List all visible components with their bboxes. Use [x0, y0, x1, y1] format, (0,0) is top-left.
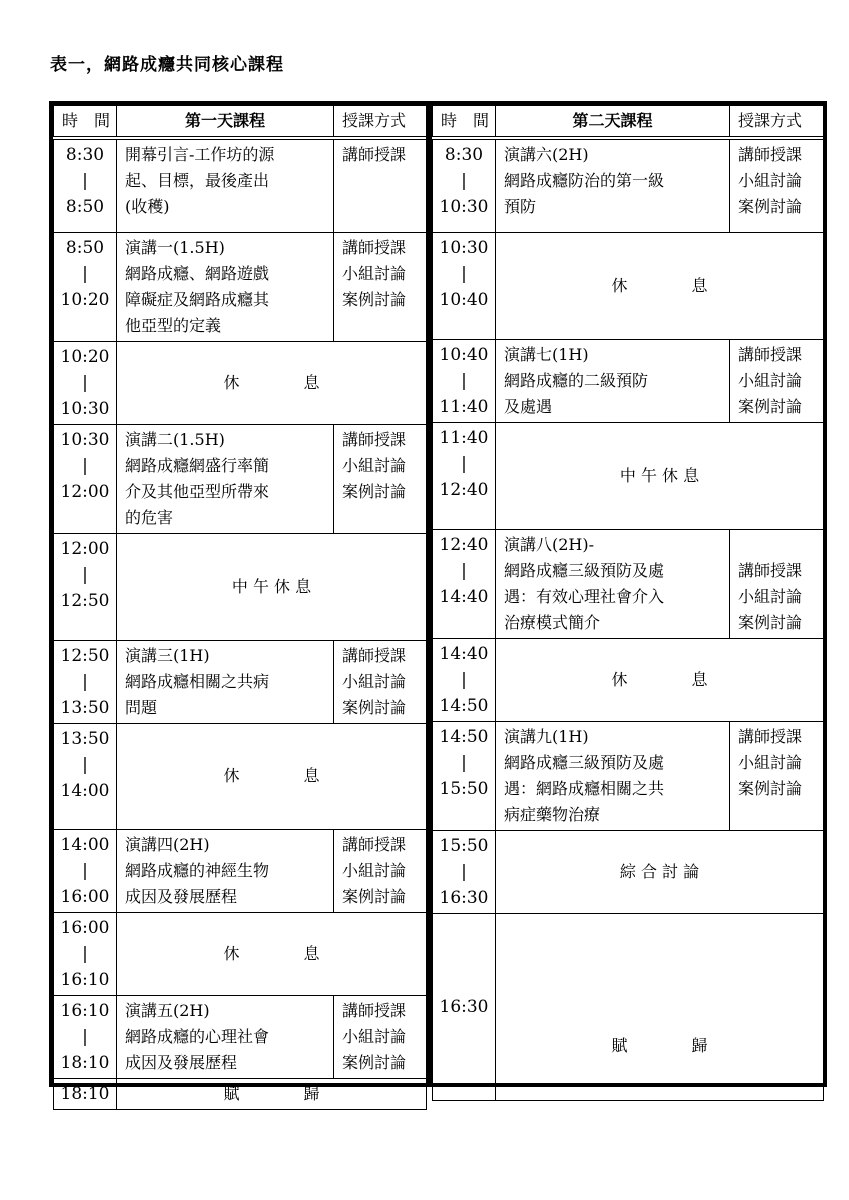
time-text: 12:00	[60, 538, 110, 559]
header-method: 授課方式	[334, 106, 427, 139]
course-text: 成因及發展歷程	[125, 886, 238, 906]
course-text: 網路成癮的神經生物	[125, 860, 270, 880]
break-cell: 賦 歸	[496, 913, 824, 1100]
time-text: 12:50	[60, 645, 110, 666]
header-method: 授課方式	[730, 106, 824, 139]
method-text: 案例討論	[342, 886, 407, 906]
time-cell	[54, 995, 117, 1078]
schedule-row	[433, 138, 824, 232]
time-text: 13:50	[60, 728, 110, 749]
method-cell	[730, 529, 824, 638]
schedule-row	[54, 138, 427, 232]
time-text: |	[82, 171, 88, 191]
time-text: 16:00	[60, 917, 110, 938]
time-cell	[433, 422, 496, 529]
method-text: 案例討論	[342, 697, 407, 717]
method-text: 講師授課	[342, 834, 407, 854]
method-cell	[730, 721, 824, 830]
time-text: 14:50	[439, 726, 489, 747]
time-text: 14:00	[60, 780, 110, 801]
day2-header-row	[433, 106, 824, 139]
method-text: 講師授課	[738, 145, 803, 164]
time-cell	[54, 138, 117, 232]
method-text: 小組討論	[342, 860, 407, 880]
schedule-row	[54, 912, 427, 995]
time-cell	[433, 830, 496, 913]
time-text: |	[82, 1026, 88, 1047]
method-cell	[334, 424, 427, 533]
time-text: 10:20	[60, 346, 110, 367]
schedule-row	[433, 721, 824, 830]
course-text: 介及其他亞型所帶來	[125, 481, 270, 501]
method-cell	[334, 138, 427, 232]
time-text: 8:30	[444, 145, 484, 165]
time-text: 12:40	[439, 479, 489, 500]
method-text: 案例討論	[738, 197, 803, 216]
time-text: |	[82, 754, 88, 775]
header-day2: 第二天課程	[496, 106, 730, 139]
time-text: |	[461, 453, 467, 474]
course-text: 演講二(1.5H)	[125, 429, 225, 449]
method-text: 小組討論	[342, 1026, 407, 1046]
time-text: |	[461, 171, 467, 191]
method-cell	[334, 995, 427, 1078]
time-text: 11:40	[439, 427, 489, 448]
time-text: 10:30	[439, 197, 489, 217]
course-text: 演講四(2H)	[125, 834, 210, 854]
break-cell: 休 息	[117, 723, 427, 829]
time-text: |	[82, 455, 88, 476]
time-text: 10:30	[60, 398, 110, 419]
course-text: 演講三(1H)	[125, 645, 210, 665]
schedule-row	[54, 533, 427, 640]
time-text: 16:00	[60, 886, 110, 907]
method-cell	[334, 829, 427, 912]
schedule-row	[54, 1078, 427, 1109]
course-text: 遇：有效心理社會介入	[504, 586, 665, 606]
schedule-row	[54, 995, 427, 1078]
schedule-row	[54, 723, 427, 829]
method-text	[738, 532, 815, 558]
break-cell: 休 息	[496, 638, 824, 721]
schedule-row	[433, 422, 824, 529]
method-text: 講師授課	[342, 145, 407, 164]
time-text: 16:30	[439, 887, 489, 908]
course-text: 及處遇	[504, 396, 553, 416]
course-cell	[496, 721, 730, 830]
time-cell	[433, 721, 496, 830]
course-text: 預防	[504, 197, 537, 216]
course-cell	[496, 529, 730, 638]
method-text: 小組討論	[738, 752, 803, 772]
course-text: 病症藥物治療	[504, 804, 601, 824]
time-text: |	[461, 370, 467, 391]
page-title: 表一，網路成癮共同核心課程	[50, 55, 284, 75]
break-cell: 賦 歸	[117, 1078, 427, 1109]
method-cell	[730, 339, 824, 422]
time-cell	[433, 232, 496, 339]
time-text: 10:40	[439, 344, 489, 365]
time-text: 16:30	[439, 996, 489, 1017]
course-cell	[496, 138, 730, 232]
course-text: 演講九(1H)	[504, 726, 589, 746]
method-cell	[730, 138, 824, 232]
time-cell	[433, 138, 496, 232]
time-cell	[54, 723, 117, 829]
course-cell	[117, 829, 334, 912]
time-text: |	[82, 263, 88, 284]
time-text: 18:10	[60, 1052, 110, 1073]
course-text: 網路成癮的二級預防	[504, 370, 649, 390]
course-text: 演講五(2H)	[125, 1000, 210, 1020]
course-text: 的危害	[125, 507, 174, 527]
course-text: 他亞型的定義	[125, 315, 222, 335]
course-text: 障礙症及網路成癮其	[125, 289, 270, 309]
time-text: 10:30	[60, 429, 110, 450]
course-cell	[496, 339, 730, 422]
method-text: 案例討論	[738, 612, 803, 632]
day1-table	[53, 105, 427, 1110]
time-cell	[54, 829, 117, 912]
schedule-row	[54, 424, 427, 533]
break-cell: 綜 合 討 論	[496, 830, 824, 913]
course-cell	[117, 995, 334, 1078]
course-text: 演講一(1.5H)	[125, 237, 225, 257]
time-text: 10:20	[60, 289, 110, 310]
time-text: |	[82, 943, 88, 964]
header-day1: 第一天課程	[117, 106, 334, 139]
course-text: 演講八(2H)-	[504, 534, 595, 554]
header-time: 時 間	[54, 106, 117, 139]
schedule-row	[433, 830, 824, 913]
time-text: 12:50	[60, 590, 110, 611]
time-text: 12:00	[60, 481, 110, 502]
time-text: 13:50	[60, 697, 110, 718]
time-cell	[54, 533, 117, 640]
break-cell: 休 息	[117, 912, 427, 995]
time-text: |	[461, 263, 467, 284]
time-cell	[433, 913, 496, 1100]
day2-table	[432, 105, 824, 1101]
method-text: 案例討論	[738, 778, 803, 798]
schedule-row	[433, 913, 824, 1100]
course-text: 治療模式簡介	[504, 612, 601, 632]
time-text: 16:10	[60, 1000, 110, 1021]
method-cell	[334, 232, 427, 341]
break-cell: 休 息	[496, 232, 824, 339]
course-text: 演講七(1H)	[504, 344, 589, 364]
break-cell: 中 午 休 息	[496, 422, 824, 529]
method-text: 講師授課	[342, 237, 407, 257]
time-text: |	[461, 669, 467, 690]
time-text: 8:30	[65, 145, 105, 165]
course-text: (收穫)	[125, 197, 170, 216]
method-text: 小組討論	[342, 671, 407, 691]
schedule-row	[54, 232, 427, 341]
time-cell	[54, 1078, 117, 1109]
time-text: |	[82, 372, 88, 393]
course-text: 成因及發展歷程	[125, 1052, 238, 1072]
course-cell	[117, 232, 334, 341]
break-cell: 休 息	[117, 341, 427, 424]
course-cell	[117, 640, 334, 723]
time-text: |	[82, 564, 88, 585]
method-text: 講師授課	[342, 1000, 407, 1020]
time-text: 18:10	[60, 1083, 110, 1104]
method-text: 小組討論	[342, 455, 407, 475]
schedule-row	[54, 341, 427, 424]
course-text: 網路成癮三級預防及處	[504, 752, 665, 772]
time-cell	[54, 912, 117, 995]
course-text: 網路成癮、網路遊戲	[125, 263, 270, 283]
method-text: 案例討論	[342, 289, 407, 309]
method-text: 小組討論	[738, 370, 803, 390]
course-text: 網路成癮網盛行率簡	[125, 455, 270, 475]
time-text: 10:30	[439, 237, 489, 258]
method-text: 講師授課	[738, 560, 803, 580]
time-text: 14:50	[439, 695, 489, 716]
time-text: |	[461, 752, 467, 773]
method-text: 小組討論	[342, 263, 407, 283]
course-text: 演講六(2H)	[504, 145, 589, 164]
schedule-row	[433, 232, 824, 339]
header-time: 時 間	[433, 106, 496, 139]
time-text: |	[461, 560, 467, 581]
schedule-row	[433, 529, 824, 638]
schedule-row	[54, 640, 427, 723]
day1-header-row	[54, 106, 427, 139]
course-text: 開幕引言-工作坊的源	[125, 145, 275, 164]
time-cell	[433, 638, 496, 721]
time-cell	[54, 424, 117, 533]
method-cell	[334, 640, 427, 723]
time-text: 15:50	[439, 835, 489, 856]
course-text: 網路成癮三級預防及處	[504, 560, 665, 580]
time-text: 8:50	[65, 197, 105, 217]
time-text: 8:50	[65, 237, 105, 258]
method-text: 小組討論	[738, 586, 803, 606]
method-text: 案例討論	[342, 481, 407, 501]
course-text: 網路成癮的心理社會	[125, 1026, 270, 1046]
break-cell: 中 午 休 息	[117, 533, 427, 640]
method-text: 講師授課	[738, 726, 803, 746]
method-text: 小組討論	[738, 171, 803, 190]
time-text: 14:00	[60, 834, 110, 855]
method-text: 講師授課	[738, 344, 803, 364]
time-text: 10:40	[439, 289, 489, 310]
course-text: 問題	[125, 697, 158, 717]
course-text: 起、目標，最後產出	[125, 171, 270, 190]
time-text: 11:40	[439, 396, 489, 417]
time-text: 16:10	[60, 969, 110, 990]
method-text: 講師授課	[342, 429, 407, 449]
time-text: 14:40	[439, 586, 489, 607]
time-text: 12:40	[439, 534, 489, 555]
method-text: 案例討論	[738, 396, 803, 416]
time-cell	[433, 339, 496, 422]
schedule-row	[433, 339, 824, 422]
time-text: |	[82, 671, 88, 692]
course-text: 網路成癮防治的第一級	[504, 171, 665, 190]
course-text: 遇：網路成癮相關之共	[504, 778, 665, 798]
time-cell	[54, 341, 117, 424]
course-cell	[117, 138, 334, 232]
time-text: |	[82, 860, 88, 881]
method-text: 案例討論	[342, 1052, 407, 1072]
time-text: 14:40	[439, 643, 489, 664]
schedule-row	[54, 829, 427, 912]
time-text: |	[461, 861, 467, 882]
method-text: 講師授課	[342, 645, 407, 665]
time-text: 15:50	[439, 778, 489, 799]
time-cell	[54, 640, 117, 723]
course-cell	[117, 424, 334, 533]
course-text: 網路成癮相關之共病	[125, 671, 270, 691]
time-cell	[433, 529, 496, 638]
time-cell	[54, 232, 117, 341]
schedule-row	[433, 638, 824, 721]
